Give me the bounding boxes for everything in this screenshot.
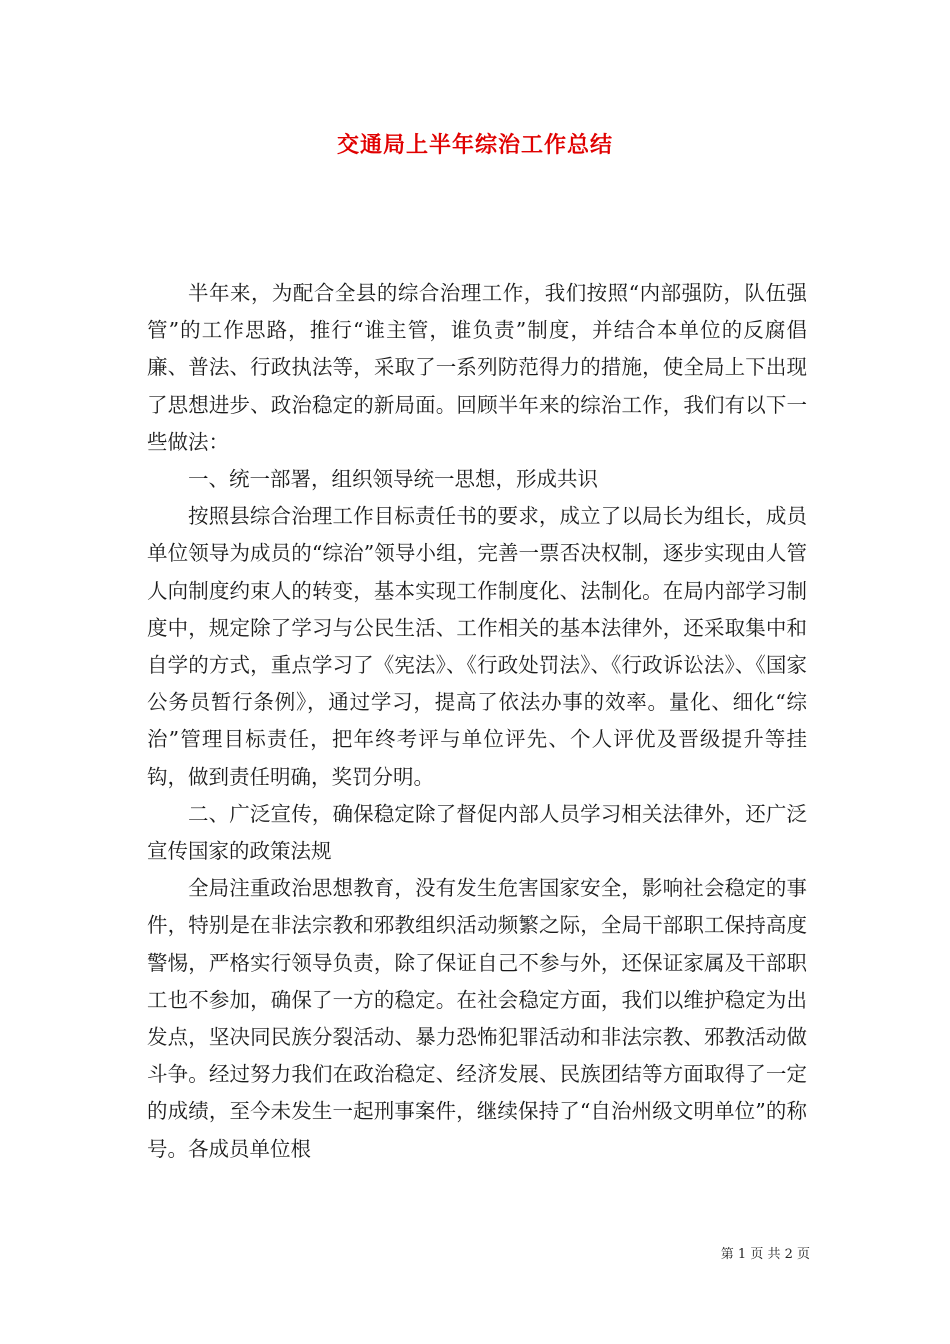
section-heading-1: 一、统一部署，组织领导统一思想，形成共识 bbox=[188, 467, 598, 492]
document-title: 交通局上半年综治工作总结 bbox=[336, 133, 613, 158]
page-number: 第 1 页 共 2 页 bbox=[720, 1247, 810, 1262]
paragraph-section-1: 按照县综合治理工作目标责任书的要求，成立了以局长为组长，成员单位领导为成员的“综治”领导小组，完善一票否决权制，逐步实现由人管人向制度约束人的转变，基本实现工作制度化、法制化。在局内部学习制度中，规定除了学习与公民生活、工作相关的基本法律外，还采取集中和自学的方式，重点学习了《宪法》、《行政处罚法》、《行政诉讼法》、《国家公务员暂行条例》，通过学习，提高了依法办事的效率。量化、细化“综治”管理目标责任，把年终考评与单位评先、个人评优及晋级提升等挂钩，做到责任明确，奖罚分明。 bbox=[147, 504, 807, 789]
paragraph-intro: 半年来，为配合全县的综合治理工作，我们按照“内部强防，队伍强管”的工作思路，推行“谁主管，谁负责”制度，并结合本单位的反腐倡廉、普法、行政执法等，采取了一系列防范得力的措施，使全局上下出现了思想进步、政治稳定的新局面。回顾半年来的综治工作，我们有以下一些做法： bbox=[147, 281, 807, 454]
paragraph-section-2: 全局注重政治思想教育，没有发生危害国家安全，影响社会稳定的事件，特别是在非法宗教和邪教组织活动频繁之际，全局干部职工保持高度警惕，严格实行领导负责，除了保证自己不参与外，还保证家属及干部职工也不参加，确保了一方的稳定。在社会稳定方面，我们以维护稳定为出发点，坚决同民族分裂活动、暴力恐怖犯罪活动和非法宗教、邪教活动做斗争。经过努力我们在政治稳定、经济发展、民族团结等方面取得了一定的成绩，至今未发生一起刑事案件，继续保持了“自治州级文明单位”的称号。各成员单位根 bbox=[147, 876, 807, 1161]
section-heading-2: 二、广泛宣传，确保稳定除了督促内部人员学习相关法律外，还广泛宣传国家的政策法规 bbox=[147, 801, 807, 864]
document-body bbox=[147, 275, 807, 1168]
page-footer bbox=[721, 1243, 810, 1262]
